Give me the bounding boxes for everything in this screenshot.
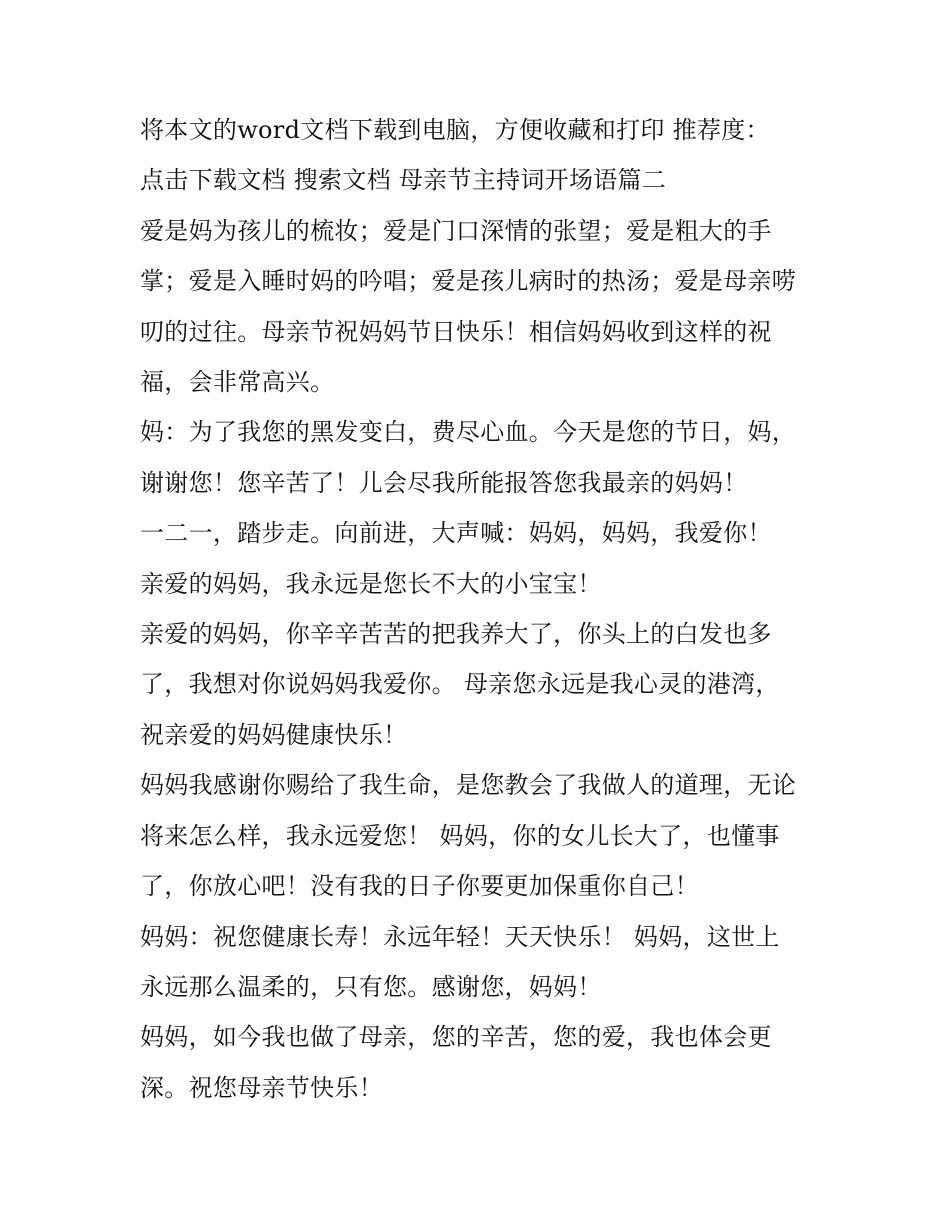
download-links-paragraph [140, 155, 820, 205]
text-line: 掌；爱是入睡时妈的吟唱；爱是孩儿病时的热汤；爱是母亲唠 [140, 267, 797, 296]
text-line: 妈妈，如今我也做了母亲，您的辛苦，您的爱，我也体会更 [140, 1023, 772, 1052]
body-paragraph [140, 559, 820, 609]
text-line: 妈妈：祝您健康长寿！永远年轻！天天快乐！ 妈妈，这世上 [140, 922, 780, 951]
text-line: 谢谢您！您辛苦了！儿会尽我所能报答您我最亲的妈妈！ [140, 468, 748, 497]
body-paragraph [140, 912, 820, 1013]
text-line: 福，会非常高兴。 [140, 368, 335, 397]
text-line: 永远那么温柔的，只有您。感谢您，妈妈！ [140, 972, 602, 1001]
body-paragraph [140, 407, 820, 508]
text-line: 亲爱的妈妈，你辛辛苦苦的把我养大了，你头上的白发也多 [140, 620, 772, 649]
body-paragraph [140, 609, 820, 760]
document-body [140, 105, 820, 1113]
text-line: 祝亲爱的妈妈健康快乐！ [140, 720, 408, 749]
text-line: 点击下载文档 搜索文档 母亲节主持词开场语篇二 [140, 166, 667, 195]
body-paragraph [140, 1012, 820, 1113]
text-line: 深。祝您母亲节快乐！ [140, 1073, 383, 1102]
text-line: 将本文的word文档下载到电脑，方便收藏和打印 推荐度： [140, 116, 770, 144]
body-paragraph [140, 760, 820, 911]
text-line: 叨的过往。母亲节祝妈妈节日快乐！相信妈妈收到这样的祝 [140, 317, 772, 346]
text-line: 一二一，踏步走。向前进，大声喊：妈妈，妈妈，我爱你！ [140, 519, 772, 548]
text-line: 亲爱的妈妈，我永远是您长不大的小宝宝！ [140, 569, 602, 598]
body-paragraph [140, 206, 820, 408]
text-line: 妈：为了我您的黑发变白，费尽心血。今天是您的节日，妈， [140, 418, 797, 447]
text-line: 了，我想对你说妈妈我爱你。 母亲您永远是我心灵的港湾， [140, 670, 780, 699]
download-note-paragraph [140, 105, 820, 155]
text-line: 了，你放心吧！没有我的日子你要更加保重你自己！ [140, 872, 699, 901]
body-paragraph [140, 508, 820, 558]
text-line: 将来怎么样，我永远爱您！ 妈妈，你的女儿长大了，也懂事 [140, 821, 780, 850]
text-line: 爱是妈为孩儿的梳妆；爱是门口深情的张望；爱是粗大的手 [140, 216, 772, 245]
text-line: 妈妈我感谢你赐给了我生命，是您教会了我做人的道理，无论 [140, 771, 797, 800]
